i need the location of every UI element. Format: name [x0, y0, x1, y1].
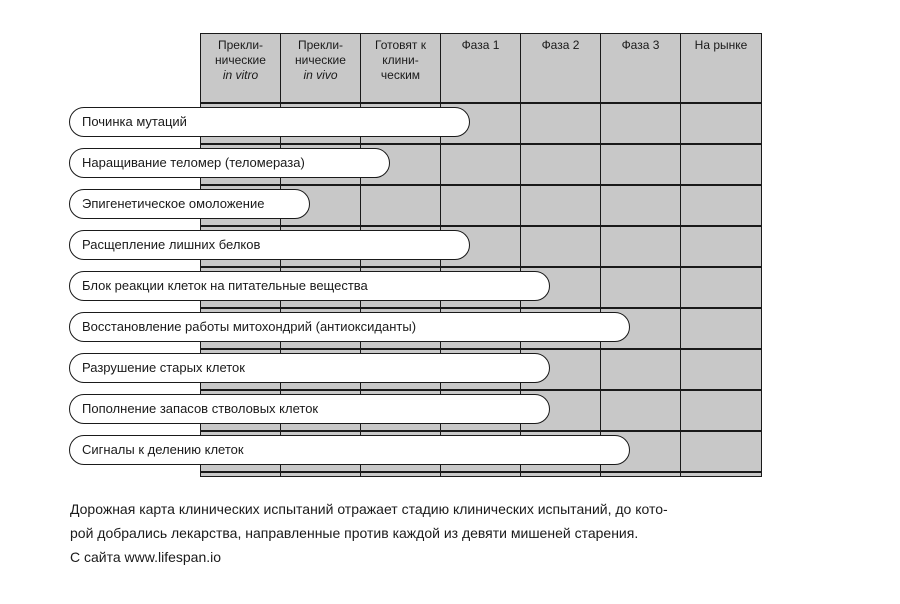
stage-header: Фаза 1 [461, 38, 500, 52]
row-divider [280, 471, 361, 473]
row-divider [680, 471, 762, 473]
stage-header: На рынке [694, 38, 748, 52]
row-divider [600, 430, 681, 432]
row-divider [520, 184, 601, 186]
row-divider [600, 389, 681, 391]
row-divider [520, 348, 601, 350]
row-divider [600, 184, 681, 186]
stage-header-sub: in vitro [222, 68, 259, 82]
row-divider [520, 471, 601, 473]
target-bar: Эпигенетическое омоложение [69, 189, 310, 219]
row-divider [520, 225, 601, 227]
stage-header: Готовят к клини- ческим [375, 38, 426, 82]
caption-line-2: рой добрались лекарства, направленные против каждой из девяти мишеней старения. [70, 525, 639, 541]
row-divider [600, 307, 681, 309]
row-divider [200, 430, 281, 432]
row-divider [200, 102, 281, 104]
row-divider [200, 389, 281, 391]
row-divider [600, 143, 681, 145]
row-divider [680, 102, 762, 104]
row-divider [440, 102, 521, 104]
row-divider [280, 225, 361, 227]
row-divider [200, 225, 281, 227]
row-divider [440, 266, 521, 268]
row-divider [280, 102, 361, 104]
row-divider [360, 348, 441, 350]
stage-header: Прекли- нические in vitro [201, 38, 280, 83]
row-divider [680, 266, 762, 268]
row-divider [520, 389, 601, 391]
row-divider [680, 307, 762, 309]
row-divider [680, 348, 762, 350]
row-divider [360, 307, 441, 309]
row-divider [200, 348, 281, 350]
row-divider [200, 184, 281, 186]
row-divider [440, 143, 521, 145]
row-divider [440, 348, 521, 350]
row-divider [200, 307, 281, 309]
figure-caption [70, 497, 810, 569]
row-divider [680, 143, 762, 145]
row-divider [280, 348, 361, 350]
stage-header-sub: in vivo [303, 68, 338, 82]
stage-header: Прекли- нические in vivo [281, 38, 360, 83]
row-divider [280, 143, 361, 145]
target-bar: Блок реакции клеток на питательные вещества [69, 271, 550, 301]
row-divider [440, 389, 521, 391]
row-divider [520, 307, 601, 309]
row-divider [440, 225, 521, 227]
row-divider [280, 389, 361, 391]
row-divider [520, 266, 601, 268]
target-bar: Восстановление работы митохондрий (антиоксиданты) [69, 312, 630, 342]
stage-column [681, 34, 761, 476]
row-divider [360, 225, 441, 227]
row-divider [520, 143, 601, 145]
row-divider [600, 266, 681, 268]
target-bar: Пополнение запасов стволовых клеток [69, 394, 550, 424]
row-divider [600, 348, 681, 350]
row-divider [440, 471, 521, 473]
target-bar: Расщепление лишних белков [69, 230, 470, 260]
target-bar: Починка мутаций [69, 107, 470, 137]
caption-line-1: Дорожная карта клинических испытаний отражает стадию клинических испытаний, до кото- [70, 501, 668, 517]
row-divider [440, 430, 521, 432]
target-bar: Сигналы к делению клеток [69, 435, 630, 465]
row-divider [360, 143, 441, 145]
row-divider [280, 266, 361, 268]
row-divider [520, 102, 601, 104]
row-divider [680, 225, 762, 227]
row-divider [600, 471, 681, 473]
row-divider [280, 184, 361, 186]
caption-line-3: С сайта www.lifespan.io [70, 549, 222, 565]
row-divider [360, 389, 441, 391]
row-divider [680, 184, 762, 186]
row-divider [600, 225, 681, 227]
stage-header: Фаза 2 [541, 38, 580, 52]
stage-header: Фаза 3 [621, 38, 660, 52]
row-divider [360, 471, 441, 473]
row-divider [680, 430, 762, 432]
row-divider [360, 266, 441, 268]
row-divider [200, 143, 281, 145]
target-bar: Разрушение старых клеток [69, 353, 550, 383]
row-divider [360, 184, 441, 186]
row-divider [440, 307, 521, 309]
stage-column [601, 34, 681, 476]
row-divider [200, 266, 281, 268]
row-divider [280, 430, 361, 432]
target-bar: Наращивание теломер (теломераза) [69, 148, 390, 178]
row-divider [280, 307, 361, 309]
row-divider [600, 102, 681, 104]
row-divider [680, 389, 762, 391]
row-divider [360, 430, 441, 432]
row-divider [200, 471, 281, 473]
row-divider [520, 430, 601, 432]
row-divider [440, 184, 521, 186]
row-divider [360, 102, 441, 104]
